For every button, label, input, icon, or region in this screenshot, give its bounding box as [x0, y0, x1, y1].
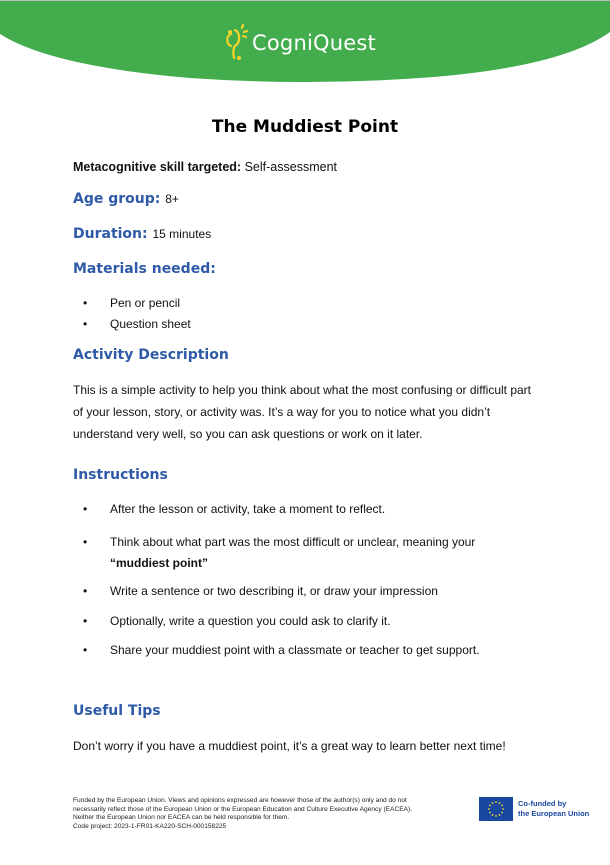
disclaimer-line: necessarily reflect those of the European Union or the European Education and Culture Executive Agency (EACEA). [73, 805, 413, 813]
duration-label: Duration: [73, 226, 148, 242]
eu-flag-icon [479, 797, 513, 821]
duration-value: 15 minutes [152, 227, 212, 241]
instruction-text: Think about what part was the most difficult or unclear, meaning your [110, 535, 476, 549]
list-item [110, 532, 475, 574]
lightbulb-person-icon [222, 24, 250, 62]
top-border [0, 0, 610, 1]
eu-cofunded-badge [479, 797, 589, 821]
eu-star [501, 812, 503, 814]
eu-star [495, 815, 497, 817]
disclaimer-line: Neither the European Union nor EACEA can be held responsible for them. [73, 814, 290, 821]
brand-name: CogniQuest [252, 31, 376, 55]
eu-star [492, 802, 494, 804]
age-group-line [73, 191, 179, 207]
list-item: • After the lesson or activity, take a moment to reflect. [110, 502, 385, 516]
header-banner [0, 0, 610, 90]
activity-description: This is a simple activity to help you think about what the most confusing or difficult part of your lesson, story, or activity was. It’s a way for you to notice what you didn’t understand very well, so you can ask questions or work on it later. [73, 383, 532, 441]
eu-star [488, 808, 490, 810]
list-item: • Share your muddiest point with a classmate or teacher to get support. [110, 643, 480, 657]
tips-heading: Useful Tips [73, 703, 161, 719]
instructions-heading: Instructions [73, 467, 168, 483]
age-label: Age group: [73, 191, 161, 207]
funding-disclaimer [73, 797, 473, 831]
duration-line [73, 226, 211, 242]
materials-heading: Materials needed: [73, 261, 216, 277]
eu-label [518, 799, 589, 819]
brand-logo [222, 23, 376, 63]
eu-star [489, 812, 491, 814]
eu-label-line: the European Union [518, 809, 590, 818]
eu-star [502, 808, 504, 810]
activity-heading: Activity Description [73, 347, 229, 363]
skill-label: Metacognitive skill targeted: [73, 160, 242, 174]
eu-star [492, 814, 494, 816]
list-item: • Question sheet [110, 317, 191, 331]
skill-value: Self-assessment [244, 160, 337, 174]
eu-star [499, 802, 501, 804]
tips-text: Don’t worry if you have a muddiest point, it’s a great way to learn better next time! [73, 739, 506, 753]
instruction-emphasis: “muddiest point” [110, 556, 208, 570]
page-title: The Muddiest Point [211, 117, 399, 137]
eu-star [495, 801, 497, 803]
project-code: Code project: 2023-1-FR01-KA220-SCH-000158225 [73, 822, 227, 830]
eu-star [499, 814, 501, 816]
list-item: • Write a sentence or two describing it, or draw your impression [110, 584, 438, 598]
list-item: • Optionally, write a question you could ask to clarify it. [110, 614, 391, 628]
eu-star [501, 805, 503, 807]
eu-label-line: Co-funded by [518, 799, 567, 808]
disclaimer-line: Funded by the European Union. Views and opinions expressed are however those of the author(s) only and do not [73, 797, 407, 804]
list-item: • Pen or pencil [110, 296, 180, 310]
age-value: 8+ [165, 192, 179, 206]
skill-line [73, 160, 337, 174]
eu-star [489, 805, 491, 807]
